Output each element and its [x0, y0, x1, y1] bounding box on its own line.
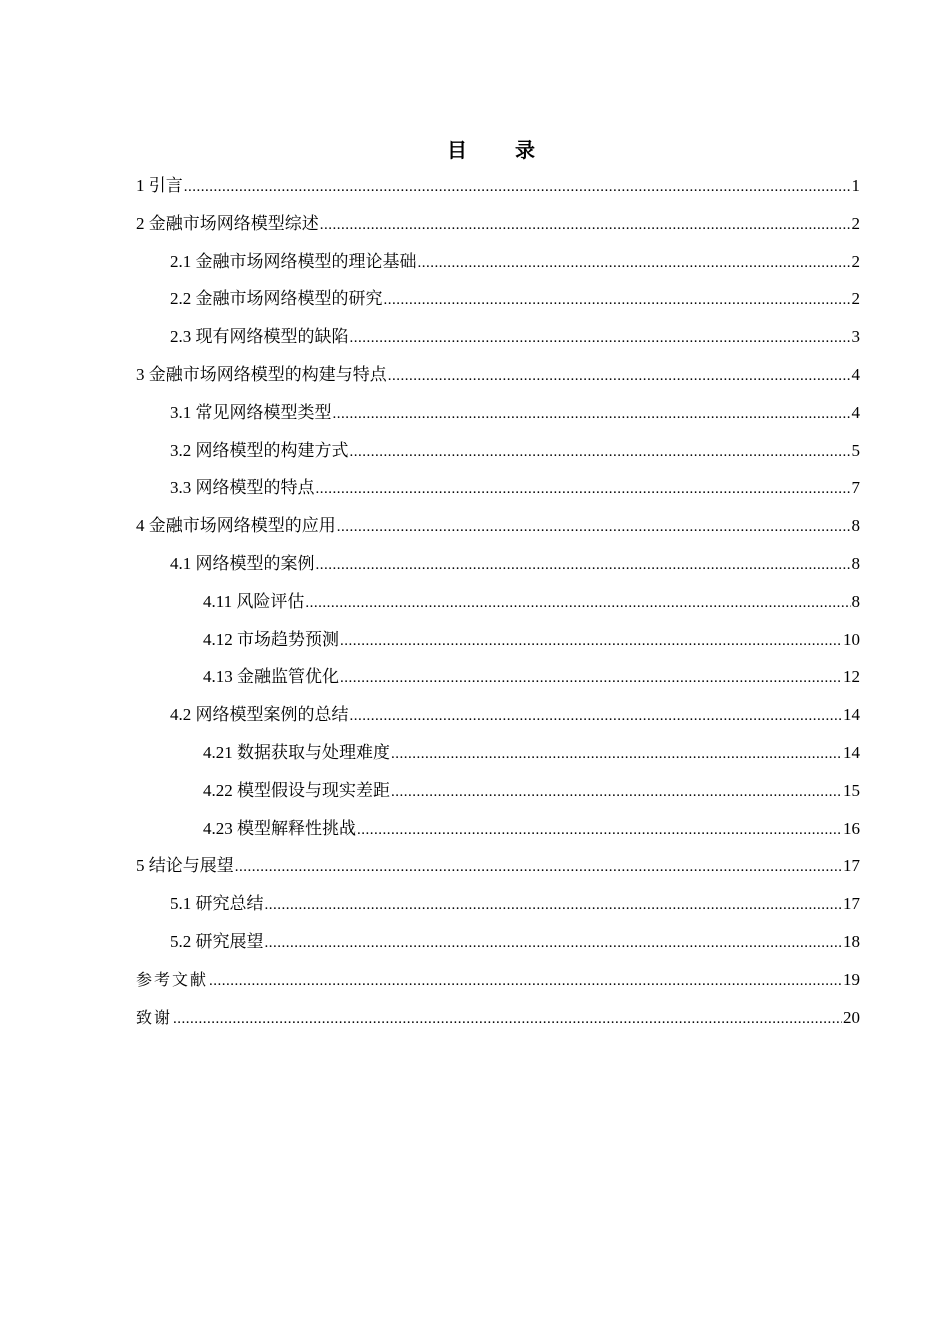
dot-leader — [320, 211, 851, 239]
toc-entry-label: 2.1 金融市场网络模型的理论基础 — [170, 251, 417, 271]
dot-leader — [173, 1005, 842, 1033]
toc-entry-label: 4.23 模型解释性挑战 — [203, 818, 356, 838]
toc-entry[interactable] — [136, 474, 860, 512]
toc-entry[interactable] — [136, 663, 860, 701]
toc-entry-page: 5 — [851, 440, 860, 460]
dot-leader — [340, 664, 842, 692]
dot-leader — [316, 475, 851, 503]
toc-entry-label: 4 金融市场网络模型的应用 — [136, 516, 336, 536]
toc-entry-page: 1 — [851, 176, 860, 195]
toc-entry-label: 5 结论与展望 — [136, 856, 234, 876]
toc-entry-page: 2 — [851, 289, 860, 309]
toc-entry-page: 8 — [851, 553, 860, 573]
toc-entry[interactable] — [136, 437, 860, 475]
dot-leader — [333, 400, 851, 428]
dot-leader — [265, 929, 843, 957]
toc-entry-page: 3 — [851, 327, 860, 347]
toc-entry-label: 2.3 现有网络模型的缺陷 — [170, 327, 349, 347]
toc-entry[interactable] — [136, 777, 860, 815]
dot-leader — [184, 173, 851, 201]
toc-entry-page: 17 — [843, 894, 860, 914]
toc-entry-page: 18 — [843, 931, 860, 951]
toc-entry[interactable] — [136, 966, 860, 1004]
toc-entry-label: 4.21 数据获取与处理难度 — [203, 742, 390, 762]
toc-entry-page: 19 — [843, 969, 860, 989]
toc-entry-label: 2 金融市场网络模型综述 — [136, 213, 319, 233]
toc-entry[interactable] — [136, 588, 860, 626]
toc-entry-page: 4 — [851, 364, 860, 384]
toc-entry-label: 5.2 研究展望 — [170, 931, 264, 951]
toc-entry-page: 8 — [851, 591, 860, 611]
toc-entry-label: 2.2 金融市场网络模型的研究 — [170, 289, 383, 309]
toc-entry[interactable] — [136, 701, 860, 739]
toc-entry-label: 4.11 风险评估 — [203, 591, 305, 611]
toc-entry-label: 3.3 网络模型的特点 — [170, 478, 315, 498]
dot-leader — [340, 627, 842, 655]
toc-entry-page: 20 — [843, 1007, 860, 1027]
dot-leader — [388, 362, 851, 390]
toc-entry-label: 4.2 网络模型案例的总结 — [170, 705, 349, 725]
toc-entry-page: 2 — [851, 251, 860, 271]
toc-entry[interactable] — [136, 815, 860, 853]
toc-entry-page: 14 — [843, 742, 860, 762]
toc-entry[interactable] — [136, 550, 860, 588]
toc-entry[interactable] — [136, 890, 860, 928]
toc-entry-page: 2 — [851, 213, 860, 233]
dot-leader — [265, 891, 843, 919]
toc-entry-label: 4.22 模型假设与现实差距 — [203, 780, 390, 800]
toc-entry[interactable] — [136, 512, 860, 550]
toc-list — [136, 172, 860, 1041]
toc-entry-label: 1 引言 — [136, 176, 183, 195]
toc-entry-label: 3 金融市场网络模型的构建与特点 — [136, 364, 387, 384]
dot-leader — [350, 702, 843, 730]
dot-leader — [391, 778, 842, 806]
dot-leader — [350, 324, 851, 352]
toc-entry-label: 4.13 金融监管优化 — [203, 667, 339, 687]
toc-entry-page: 14 — [843, 705, 860, 725]
toc-entry[interactable] — [136, 210, 860, 248]
toc-entry[interactable] — [136, 361, 860, 399]
toc-title: 目 录 — [447, 140, 549, 162]
toc-entry-label: 5.1 研究总结 — [170, 894, 264, 914]
toc-entry[interactable] — [136, 739, 860, 777]
toc-entry-label: 参考文献 — [136, 971, 209, 989]
dot-leader — [209, 967, 842, 995]
dot-leader — [350, 438, 851, 466]
dot-leader — [391, 740, 842, 768]
toc-entry[interactable] — [136, 626, 860, 664]
dot-leader — [305, 589, 850, 617]
toc-entry[interactable] — [136, 323, 860, 361]
dot-leader — [418, 249, 851, 277]
toc-entry[interactable] — [136, 928, 860, 966]
dot-leader — [337, 513, 851, 541]
toc-entry-page: 16 — [843, 818, 860, 838]
dot-leader — [357, 816, 842, 844]
toc-entry-label: 致谢 — [136, 1009, 173, 1027]
dot-leader — [384, 286, 851, 314]
toc-entry-page: 8 — [851, 516, 860, 536]
toc-entry[interactable] — [136, 248, 860, 286]
toc-entry-page: 15 — [843, 780, 860, 800]
toc-entry-page: 4 — [851, 402, 860, 422]
dot-leader — [235, 853, 842, 881]
toc-entry[interactable] — [136, 399, 860, 437]
toc-entry[interactable] — [136, 172, 860, 210]
toc-entry[interactable] — [136, 285, 860, 323]
toc-entry-page: 12 — [843, 667, 860, 687]
toc-entry-page: 17 — [843, 856, 860, 876]
toc-entry-label: 3.1 常见网络模型类型 — [170, 402, 332, 422]
toc-entry[interactable] — [136, 1004, 860, 1042]
toc-entry-label: 4.1 网络模型的案例 — [170, 553, 315, 573]
toc-entry-label: 3.2 网络模型的构建方式 — [170, 440, 349, 460]
dot-leader — [316, 551, 851, 579]
toc-entry-page: 7 — [851, 478, 860, 498]
toc-entry-page: 10 — [843, 629, 860, 649]
toc-entry[interactable] — [136, 852, 860, 890]
toc-entry-label: 4.12 市场趋势预测 — [203, 629, 339, 649]
